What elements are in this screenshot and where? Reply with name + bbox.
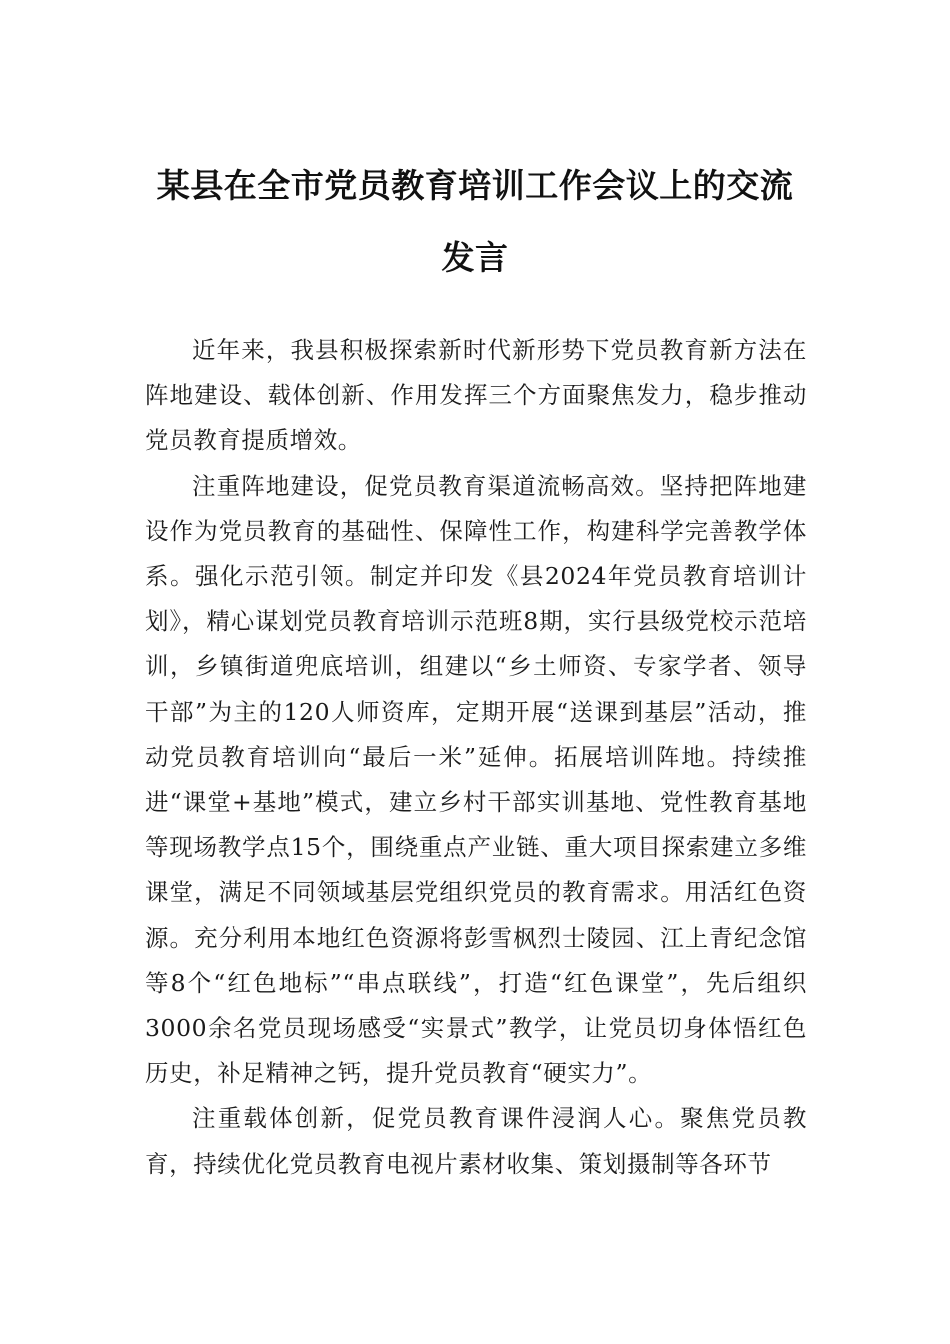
- document-body: [145, 328, 807, 1187]
- paragraph-intro: 近年来，我县积极探索新时代新形势下党员教育新方法在阵地建设、载体创新、作用发挥三个方面聚焦发力，稳步推动党员教育提质增效。: [145, 336, 807, 455]
- paragraph-position-building: 注重阵地建设，促党员教育渠道流畅高效。坚持把阵地建设作为党员教育的基础性、保障性工作，构建科学完善教学体系。强化示范引领。制定并印发《县2024年党员教育培训计划》，精心谋划党员教育培训示范班8期，实行县级党校示范培训，乡镇街道兜底培训，组建以“乡土师资、专家学者、领导干部”为主的120人师资库，定期开展“送课到基层”活动，推动党员教育培训向“最后一米”延伸。拓展培训阵地。持续推进“课堂+基地”模式，建立乡村干部实训基地、党性教育基地等现场教学点15个，围绕重点产业链、重大项目探索建立多维课堂，满足不同领域基层党组织党员的教育需求。用活红色资源。充分利用本地红色资源将彭雪枫烈士陵园、江上青纪念馆等8个“红色地标”“串点联线”，打造“红色课堂”，先后组织3000余名党员现场感受“实景式”教学，让党员切身体悟红色历史，补足精神之钙，提升党员教育“硬实力”。: [145, 471, 807, 1088]
- document-title: 某县在全市党员教育培训工作会议上的交流发言: [156, 166, 794, 277]
- paragraph-carrier-innovation: 注重载体创新，促党员教育课件浸润人心。聚焦党员教育，持续优化党员教育电视片素材收集、策划摄制等各环节: [145, 1104, 807, 1178]
